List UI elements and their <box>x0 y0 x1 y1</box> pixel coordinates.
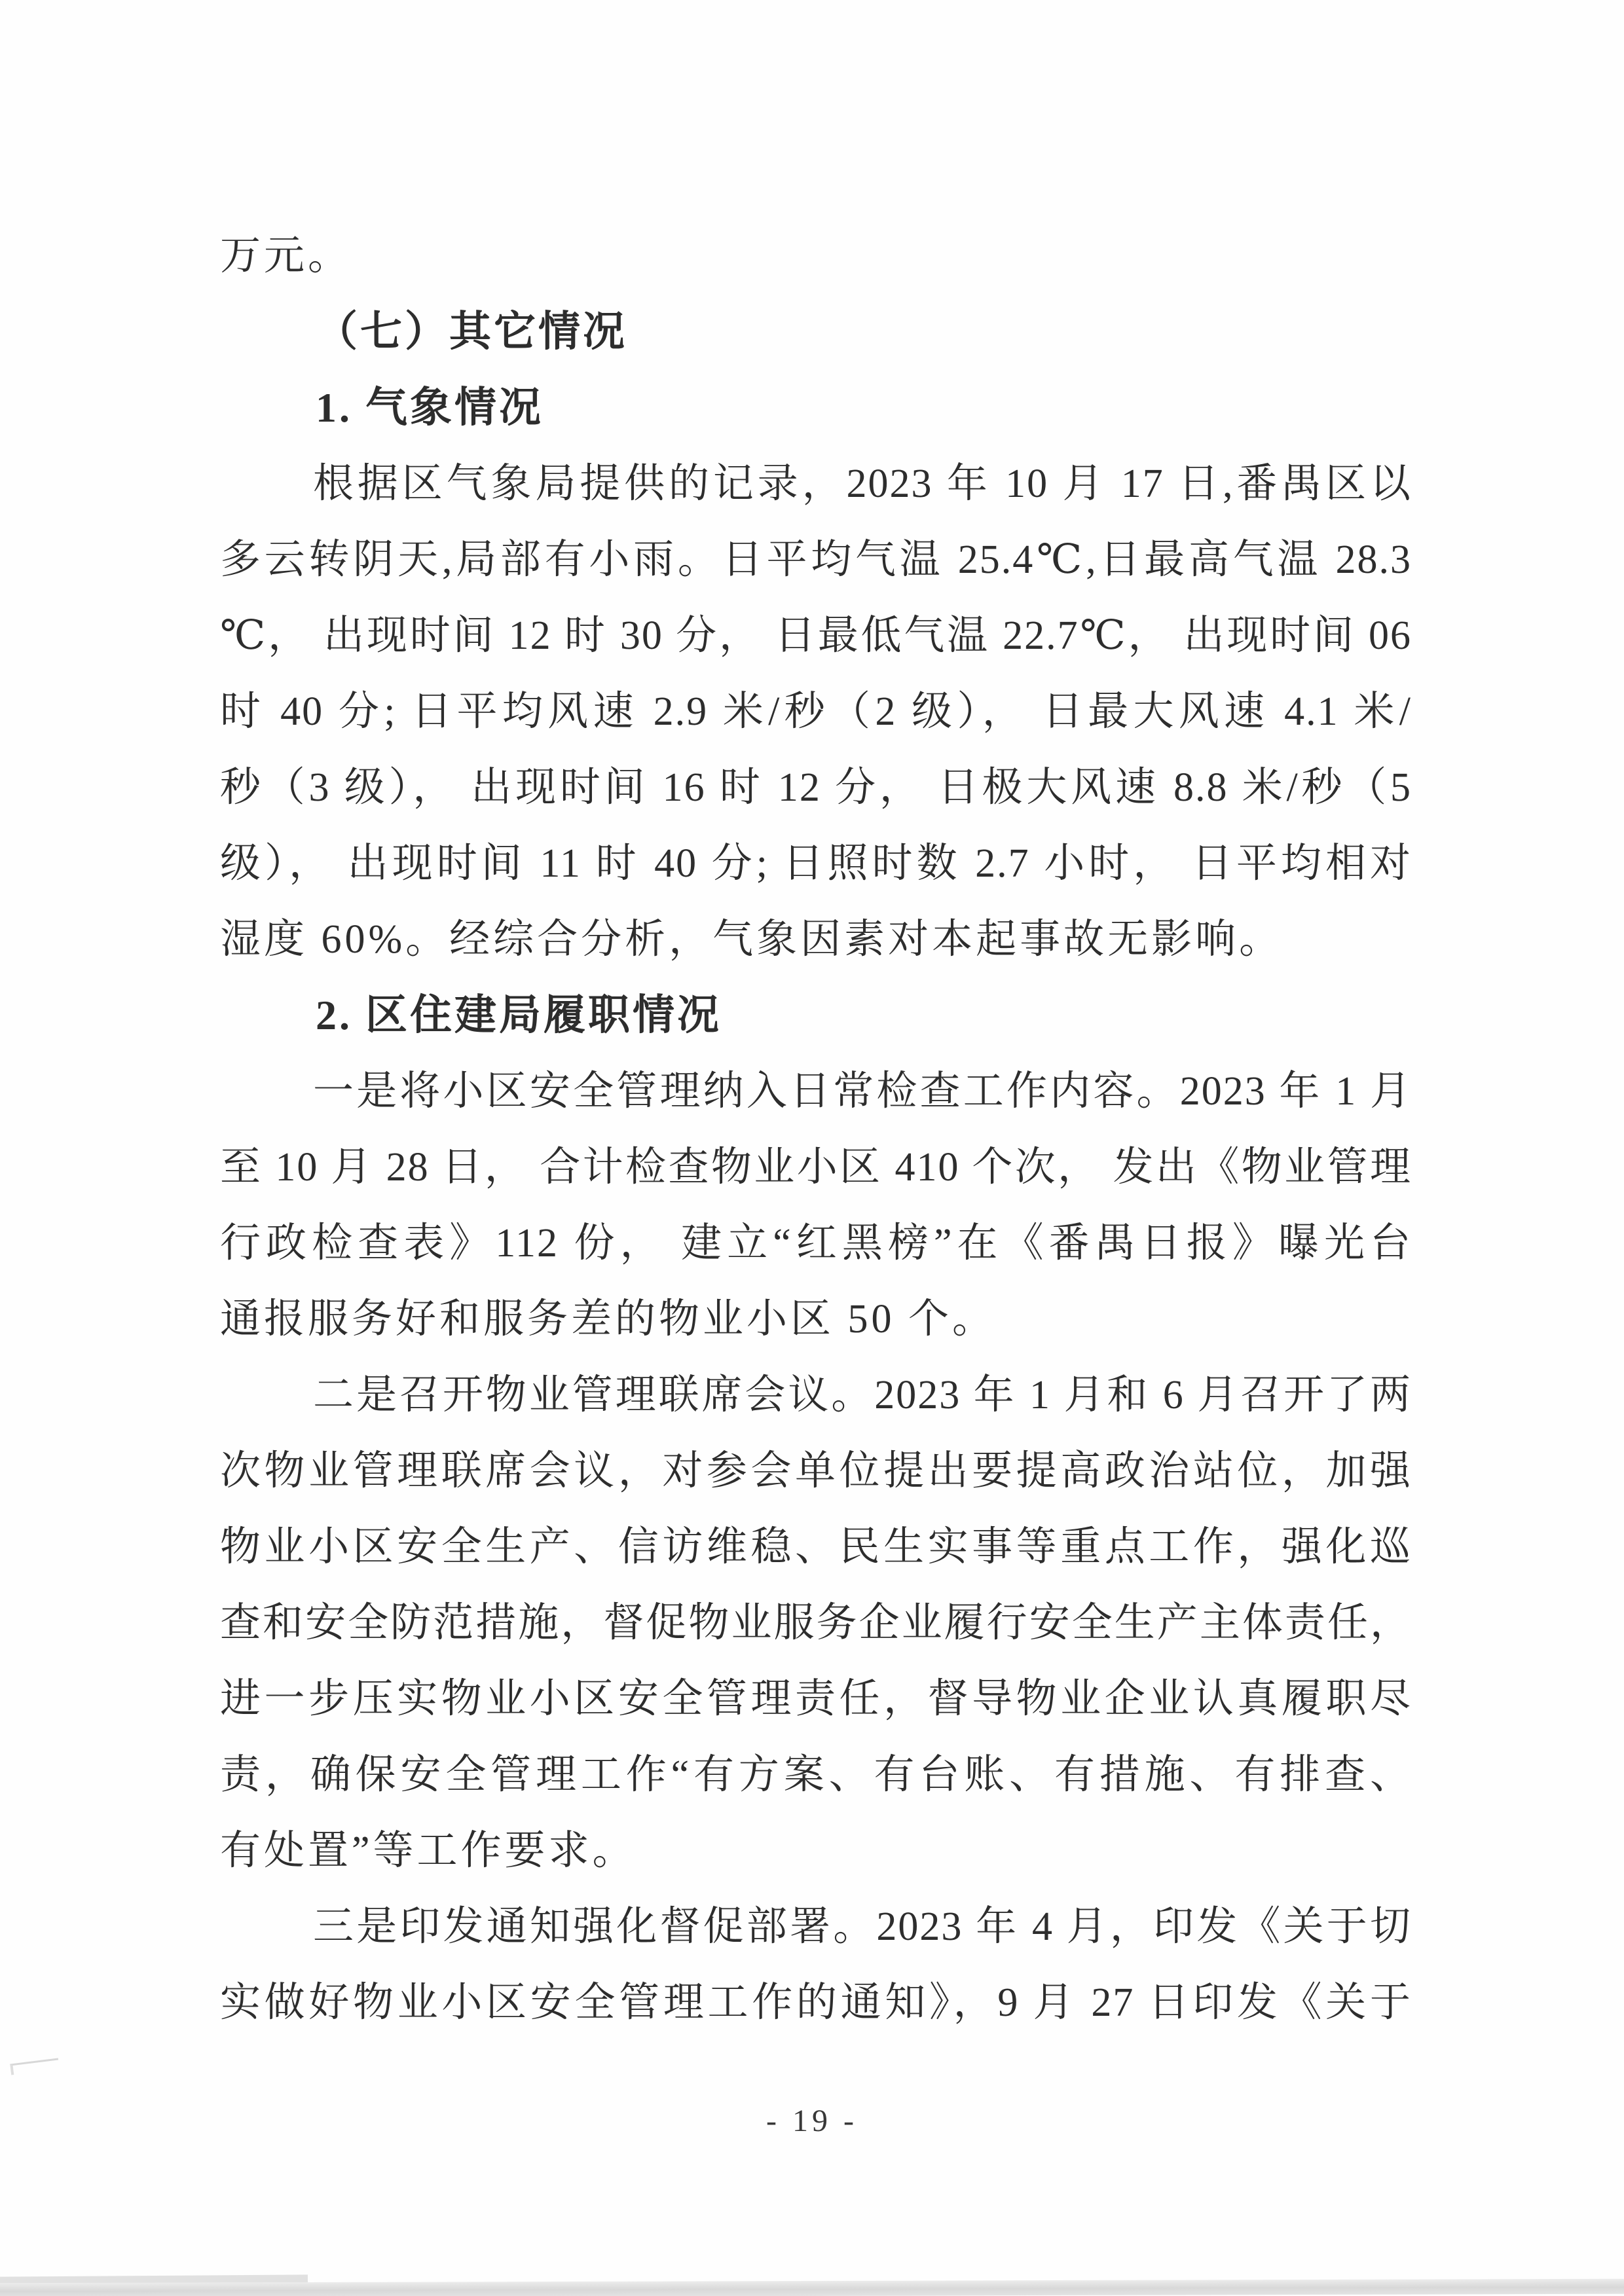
text-line: 实做好物业小区安全管理工作的通知》，9 月 27 日印发《关于 <box>220 1980 1412 2025</box>
text-line: 行政检查表》112 份， 建立“红黑榜”在《番禺日报》曝光台 <box>220 1221 1412 1266</box>
text-line: 多云转阴天,局部有小雨。日平均气温 25.4℃,日最高气温 28.3 <box>220 538 1412 582</box>
text-line: 秒（3 级）， 出现时间 16 时 12 分， 日极大风速 8.8 米/秒（5 <box>220 765 1412 810</box>
subsection-heading-housing-bureau: 2. 区住建局履职情况 <box>316 992 722 1038</box>
text-line: 湿度 60%。经综合分析，气象因素对本起事故无影响。 <box>220 917 1283 962</box>
text-line: 次物业管理联席会议，对参会单位提出要提高政治站位，加强 <box>220 1449 1412 1493</box>
text-line: 三是印发通知强化督促部署。2023 年 4 月，印发《关于切 <box>313 1904 1412 1949</box>
text-line: 至 10 月 28 日， 合计检查物业小区 410 个次， 发出《物业管理 <box>220 1145 1412 1190</box>
document-text-column <box>220 218 1412 2041</box>
text-line: ℃， 出现时间 12 时 30 分， 日最低气温 22.7℃， 出现时间 06 <box>220 613 1412 658</box>
section-heading-seven: （七）其它情况 <box>316 308 627 355</box>
paragraph-tail-line: 万元。 <box>220 234 352 278</box>
text-line: 进一步压实物业小区安全管理责任，督导物业企业认真履职尽 <box>220 1677 1412 1721</box>
text-line: 二是召开物业管理联席会议。2023 年 1 月和 6 月召开了两 <box>313 1373 1412 1417</box>
text-line: 根据区气象局提供的记录，2023 年 10 月 17 日,番禺区以 <box>313 462 1412 506</box>
text-line: 一是将小区安全管理纳入日常检查工作内容。2023 年 1 月 <box>313 1069 1412 1114</box>
text-line: 查和安全防范措施，督促物业服务企业履行安全生产主体责任， <box>220 1601 1412 1645</box>
subsection-heading-weather: 1. 气象情况 <box>316 384 544 431</box>
page-number: - 19 - <box>766 2104 858 2138</box>
text-line: 时 40 分; 日平均风速 2.9 米/秒（2 级）， 日最大风速 4.1 米/ <box>220 689 1412 734</box>
text-line: 物业小区安全生产、信访维稳、民生实事等重点工作，强化巡 <box>220 1525 1412 1569</box>
text-line: 级）， 出现时间 11 时 40 分; 日照时数 2.7 小时， 日平均相对 <box>220 841 1412 886</box>
text-line: 责，确保安全管理工作“有方案、有台账、有措施、有排查、 <box>220 1753 1412 1797</box>
scan-artifact-mark <box>10 2058 60 2075</box>
text-line: 有处置”等工作要求。 <box>220 1829 637 1873</box>
text-line: 通报服务好和服务差的物业小区 50 个。 <box>220 1297 997 1341</box>
